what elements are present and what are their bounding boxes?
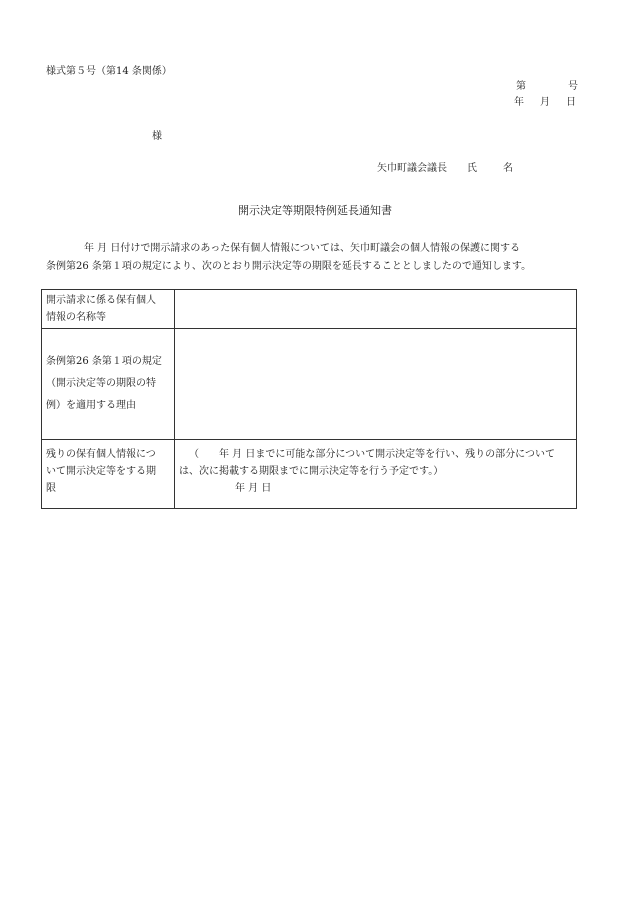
issue-date-month: 月 xyxy=(540,97,550,108)
notice-body xyxy=(46,240,586,276)
document-title: 開示決定等期限特例延長通知書 xyxy=(238,204,392,217)
table-row xyxy=(42,329,577,440)
row-value-info-name xyxy=(175,290,577,329)
deadline-text-line-1: （ 年 月 日までに可能な部分について開示決定等を行い、残りの部分について xyxy=(189,449,555,460)
deadline-date: 年 月 日 xyxy=(235,483,272,494)
label-line: 例）を適用する理由 xyxy=(46,400,136,411)
row-value-deadline xyxy=(175,440,577,509)
issue-date-day: 日 xyxy=(566,97,576,108)
row-label-deadline xyxy=(42,440,175,509)
sender-title: 矢巾町議会議長 xyxy=(377,163,447,174)
issue-date-year: 年 xyxy=(514,97,524,108)
label-line: 残りの保有個人情報につ xyxy=(46,449,156,460)
notice-body-line-2: 条例第26 条第１項の規定により、次のとおり開示決定等の期限を延長することとしましたので通知します。 xyxy=(46,261,532,272)
deadline-text-line-2: は、次に掲載する期限までに開示決定等を行う予定です。） xyxy=(179,466,444,477)
label-line: 開示請求に係る保有個人 xyxy=(46,295,156,306)
addressee-honorific: 様 xyxy=(152,131,162,142)
label-line: いて開示決定等をする期 xyxy=(46,466,156,477)
document-number-prefix: 第 xyxy=(516,81,526,92)
label-line: 限 xyxy=(46,483,56,494)
document-number-suffix: 号 xyxy=(568,81,578,92)
row-label-info-name xyxy=(42,290,175,329)
issue-date xyxy=(514,98,576,108)
label-line: （開示決定等の期限の特 xyxy=(46,378,156,389)
table-row xyxy=(42,290,577,329)
sender-name-label-1: 氏 xyxy=(467,163,477,174)
sender-block xyxy=(377,164,513,174)
table-row xyxy=(42,440,577,509)
notice-body-line-1: 年 月 日付けで開示請求のあった保有個人情報については、矢巾町議会の個人情報の保護に関する xyxy=(84,243,521,254)
sender-name-label-2: 名 xyxy=(503,163,513,174)
document-number xyxy=(516,82,578,92)
label-line: 条例第26 条第１項の規定 xyxy=(46,356,162,367)
row-value-reason xyxy=(175,329,577,440)
row-label-reason xyxy=(42,329,175,440)
information-table xyxy=(41,289,577,509)
form-number: 様式第５号（第14 条関係） xyxy=(46,66,172,77)
label-line: 情報の名称等 xyxy=(46,312,106,323)
